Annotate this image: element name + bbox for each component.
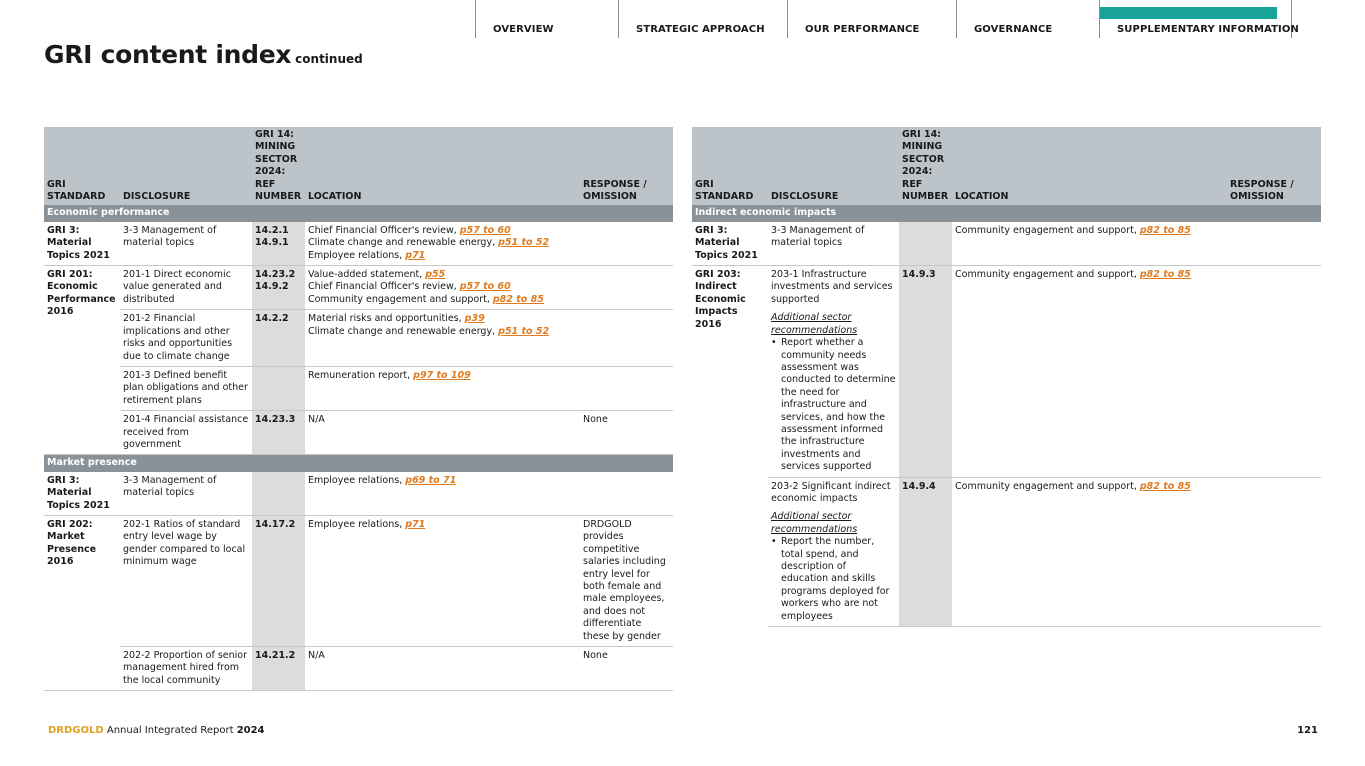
disclosure-cell: 202-1 Ratios of standard entry level wage by gender compared to local minimum wage bbox=[120, 515, 252, 646]
gri-standard-cell: GRI 203: Indirect Economic Impacts 2016 bbox=[695, 269, 746, 330]
location-cell: N/A bbox=[305, 647, 580, 691]
ref-cell: 14.21.2 bbox=[252, 647, 305, 691]
section-economic-performance: Economic performance bbox=[44, 205, 673, 221]
disclosure-cell: 203-1 Infrastructure investments and services supported Additional sector recommendations • Report whether a community needs assessment was conducted to determine the need for infrastructure and services, and how the assessment informed the infrastructure investments and services supported bbox=[768, 266, 899, 478]
page-number: 121 bbox=[1297, 725, 1318, 736]
ref-cell bbox=[252, 472, 305, 516]
page-link[interactable]: p82 to 85 bbox=[1139, 269, 1191, 281]
page-link[interactable]: p51 to 52 bbox=[498, 325, 550, 337]
location-cell: Community engagement and support, p82 to 85 bbox=[952, 222, 1227, 266]
table-row bbox=[44, 515, 673, 646]
section-row bbox=[692, 205, 1321, 221]
gri-standard-cell: GRI 3: Material Topics 2021 bbox=[692, 222, 768, 266]
response-cell bbox=[580, 266, 673, 310]
page-link[interactable]: p51 to 52 bbox=[498, 237, 550, 249]
disclosure-cell: 3-3 Management of material topics bbox=[120, 472, 252, 516]
table-header-row bbox=[44, 127, 673, 205]
disclosure-cell: 203-2 Significant indirect economic impacts Additional sector recommendations • Report the number, total spend, and description of education and skills programs deployed for workers who are not employees bbox=[768, 477, 899, 626]
response-cell: DRDGOLD provides competitive salaries including entry level for both female and male employees, and does not differentiate these by gender bbox=[580, 515, 673, 646]
page-link[interactable]: p97 to 109 bbox=[413, 369, 471, 381]
table-row bbox=[44, 310, 673, 367]
page-link[interactable]: p69 to 71 bbox=[405, 474, 457, 486]
footer-text: Annual Integrated Report bbox=[103, 725, 237, 736]
section-row bbox=[44, 455, 673, 472]
ref-cell: 14.2.1 14.9.1 bbox=[252, 222, 305, 266]
location-cell: Community engagement and support, p82 to 85 bbox=[952, 266, 1227, 478]
table-row bbox=[692, 222, 1321, 266]
bullet-item: • Report whether a community needs assessment was conducted to determine the need for infrastructure and services, and how the assessment informed the infrastructure investments and services supported bbox=[771, 337, 896, 473]
section-market-presence: Market presence bbox=[44, 455, 673, 472]
ref-cell bbox=[252, 366, 305, 410]
nav-governance[interactable]: GOVERNANCE bbox=[956, 0, 1099, 38]
footer-year: 2024 bbox=[236, 725, 265, 736]
disclosure-cell: 201-1 Direct economic value generated and distributed bbox=[120, 266, 252, 310]
header-response: RESPONSE / OMISSION bbox=[1227, 127, 1321, 205]
sector-recommendations-label: Additional sector recommendations bbox=[771, 312, 858, 336]
location-cell: Community engagement and support, p82 to 85 bbox=[952, 477, 1227, 626]
table-header-row bbox=[692, 127, 1321, 205]
table-row bbox=[44, 647, 673, 691]
ref-cell: 14.9.3 bbox=[899, 266, 952, 478]
ref-cell: 14.23.3 bbox=[252, 411, 305, 455]
location-cell: N/A bbox=[305, 411, 580, 455]
disclosure-cell: 3-3 Management of material topics bbox=[768, 222, 899, 266]
disclosure-cell: 201-2 Financial implications and other risks and opportunities due to climate change bbox=[120, 310, 252, 367]
page-link[interactable]: p71 bbox=[405, 249, 426, 261]
response-cell bbox=[1227, 477, 1321, 626]
page-title-continued: continued bbox=[295, 52, 363, 66]
ref-cell: 14.9.4 bbox=[899, 477, 952, 626]
page-link[interactable]: p39 bbox=[464, 313, 485, 325]
header-disclosure: DISCLOSURE bbox=[120, 127, 252, 205]
header-gri-standard: GRI STANDARD bbox=[692, 127, 768, 205]
response-cell bbox=[580, 310, 673, 367]
location-cell: Material risks and opportunities, p39 Climate change and renewable energy, p51 to 52 bbox=[305, 310, 580, 367]
table-row bbox=[44, 411, 673, 455]
bullet-item: • Report the number, total spend, and description of education and skills programs deployed for workers who are not employees bbox=[771, 536, 890, 622]
ref-cell: 14.2.2 bbox=[252, 310, 305, 367]
header-disclosure: DISCLOSURE bbox=[768, 127, 899, 205]
disclosure-cell: 3-3 Management of material topics bbox=[120, 222, 252, 266]
disclosure-cell: 201-3 Defined benefit plan obligations and other retirement plans bbox=[120, 366, 252, 410]
location-cell: Value-added statement, p55 Chief Financial Officer's review, p57 to 60 Community engagement and support, p82 to 85 bbox=[305, 266, 580, 310]
table-row bbox=[692, 266, 1321, 478]
page-link[interactable]: p71 bbox=[405, 518, 426, 530]
header-gri-standard: GRI STANDARD bbox=[44, 127, 120, 205]
footer bbox=[48, 725, 265, 736]
page-link[interactable]: p82 to 85 bbox=[1139, 480, 1191, 492]
header-ref-number: GRI 14: MINING SECTOR 2024: REF NUMBER bbox=[899, 127, 952, 205]
page-link[interactable]: p55 bbox=[425, 269, 446, 281]
location-cell: Employee relations, p71 bbox=[305, 515, 580, 646]
gri-standard-cell: GRI 3: Material Topics 2021 bbox=[44, 472, 120, 516]
ref-cell: 14.23.2 14.9.2 bbox=[252, 266, 305, 310]
table-row bbox=[44, 366, 673, 410]
response-cell bbox=[580, 472, 673, 516]
page-link[interactable]: p57 to 60 bbox=[459, 224, 511, 236]
gri-standard-cell: GRI 201: Economic Performance 2016 bbox=[44, 266, 120, 455]
page-title-main: GRI content index bbox=[44, 40, 292, 69]
gri-standard-cell: GRI 202: Market Presence 2016 bbox=[44, 515, 120, 690]
location-cell: Remuneration report, p97 to 109 bbox=[305, 366, 580, 410]
table-row bbox=[44, 266, 673, 310]
nav-overview[interactable]: OVERVIEW bbox=[475, 0, 618, 38]
disclosure-cell: 201-4 Financial assistance received from government bbox=[120, 411, 252, 455]
location-cell: Employee relations, p69 to 71 bbox=[305, 472, 580, 516]
active-tab-indicator bbox=[1100, 7, 1277, 19]
ref-cell: 14.17.2 bbox=[252, 515, 305, 646]
location-cell: Chief Financial Officer's review, p57 to 60 Climate change and renewable energy, p51 to 52 Employee relations, p71 bbox=[305, 222, 580, 266]
footer-brand: DRDGOLD bbox=[48, 725, 104, 736]
section-row bbox=[44, 205, 673, 221]
page-link[interactable]: p57 to 60 bbox=[459, 281, 511, 293]
table-row bbox=[44, 472, 673, 516]
sector-recommendations-label: Additional sector recommendations bbox=[771, 511, 858, 535]
nav-strategic-approach[interactable]: STRATEGIC APPROACH bbox=[618, 0, 787, 38]
section-indirect-economic-impacts: Indirect economic impacts bbox=[692, 205, 1321, 221]
response-cell: None bbox=[580, 647, 673, 691]
nav-our-performance[interactable]: OUR PERFORMANCE bbox=[787, 0, 956, 38]
disclosure-cell: 202-2 Proportion of senior management hired from the local community bbox=[120, 647, 252, 691]
nav-supplementary-information[interactable] bbox=[1099, 0, 1299, 38]
header-location: LOCATION bbox=[305, 127, 580, 205]
header-ref-number: GRI 14: MINING SECTOR 2024: REF NUMBER bbox=[252, 127, 305, 205]
table-row bbox=[692, 477, 1321, 626]
top-navigation bbox=[475, 0, 1321, 38]
response-cell: None bbox=[580, 411, 673, 455]
nav-supplementary-label: SUPPLEMENTARY INFORMATION bbox=[1117, 24, 1299, 35]
response-cell bbox=[580, 222, 673, 266]
response-cell bbox=[580, 366, 673, 410]
gri-table-right bbox=[692, 127, 1321, 627]
response-cell bbox=[1227, 266, 1321, 478]
table-row bbox=[44, 222, 673, 266]
header-location: LOCATION bbox=[952, 127, 1227, 205]
header-response: RESPONSE / OMISSION bbox=[580, 127, 673, 205]
gri-table-left bbox=[44, 127, 673, 691]
gri-standard-cell: GRI 3: Material Topics 2021 bbox=[44, 222, 120, 266]
response-cell bbox=[1227, 222, 1321, 266]
page-title bbox=[44, 40, 363, 69]
page-link[interactable]: p82 to 85 bbox=[1139, 224, 1191, 236]
page-link[interactable]: p82 to 85 bbox=[492, 293, 544, 305]
ref-cell bbox=[899, 222, 952, 266]
